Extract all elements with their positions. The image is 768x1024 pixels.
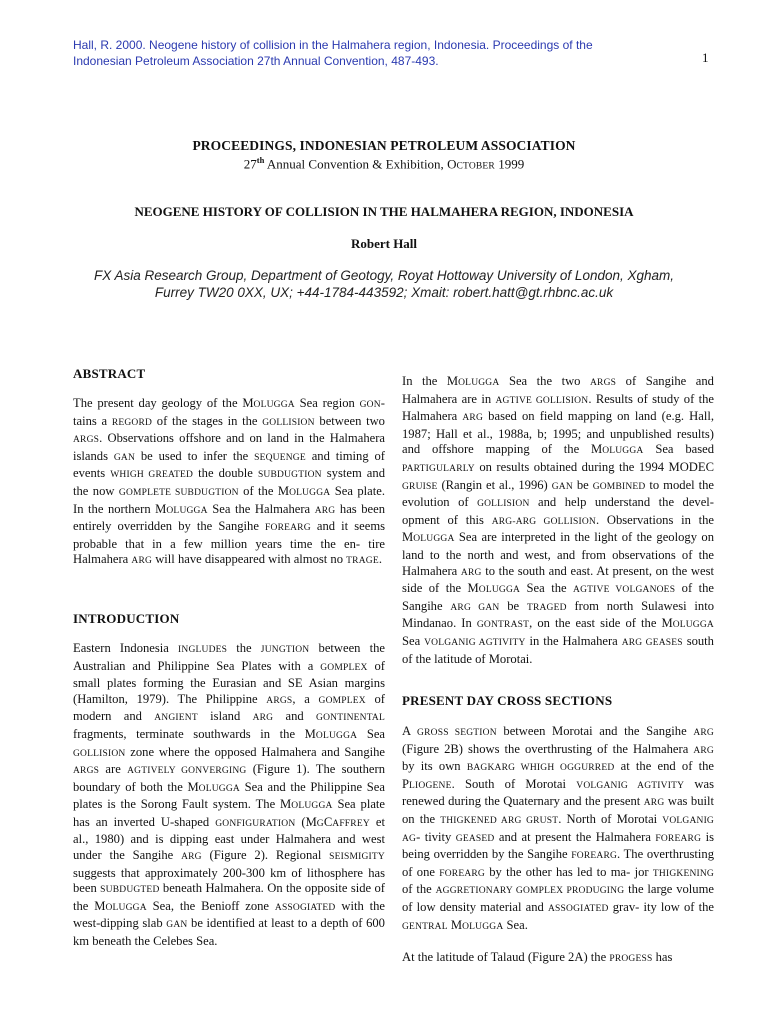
small-caps-text: ARG (181, 852, 202, 863)
proceedings-subtitle (0, 155, 768, 172)
small-caps-text: THIGKENED ARG GRUST (440, 816, 559, 827)
author-name: Robert Hall (350, 236, 418, 251)
small-caps-text: ARGS (266, 695, 293, 706)
small-caps-text: GOMPLEX (320, 662, 368, 673)
small-caps-text: LIOGENE (409, 780, 452, 791)
small-caps-text: OLUGGA (413, 534, 455, 545)
small-caps-text: GAN (166, 920, 188, 931)
proceedings-title: PROCEEDINGS, INDONESIAN PETROLEUM ASSOCIATION (192, 138, 576, 153)
convention-ordinal-suffix: th (256, 155, 265, 165)
small-caps-text: OLUGGA (166, 505, 208, 516)
convention-label: Annual Convention & Exhibition, (264, 156, 448, 172)
cross-sections-heading: PRESENT DAY CROSS SECTIONS (402, 693, 613, 709)
small-caps-text: GONTRAST (476, 620, 530, 631)
small-caps-text: GROSS SEGTION (417, 728, 497, 739)
small-caps-text: PROGESS (609, 954, 653, 965)
small-caps-text: GOMPLETE SUBDUGTION (118, 487, 239, 498)
small-caps-text: OLUGGA (105, 902, 147, 913)
small-caps-text: ARG (314, 505, 336, 516)
small-caps-text: JUNGTION (260, 644, 310, 655)
small-caps-text: OLUGGA (315, 730, 358, 741)
small-caps-text: OLUGGA (253, 400, 295, 410)
small-caps-text: AGTIVE VOLGANOES (573, 585, 676, 596)
small-caps-text: ASSOGIATED (547, 904, 609, 915)
small-caps-text: OLUGGA (291, 801, 333, 812)
small-caps-text: ARG GAN (450, 602, 500, 613)
intro-continued-paragraph: In the MOLUGGA Sea the two ARGS of Sangihe and Halmahera are in AGTIVE GOLLISION. Results of study of the Halmahera ARG based on field mapping on land (e.g. Hall, 1987; Hall et al., 1988a, b; 1995; and unpublished results) and offshore mapping of the MOLUGGA Sea based PARTIGULARLY on results obtained during the 1994 MODEC GRUISE (Rangin et al., 1996) GAN be GOMBINED to model the evolution of GOLLISION and help understand the devel- opment of this ARG-ARG GOLLISION. Observations in the MOLUGGA Sea are interpreted in the light of the geology on land to the north and west, and from observations of the Halmahera ARG to the south and east. At present, on the west side of the MOLUGGA Sea the AGTIVE VOLGANOES of the Sangihe ARG GAN be TRAGED from north Sulawesi into Mindanao. In GONTRAST, on the east side of the MOLUGGA Sea VOLGANIG AGTIVITY in the Halmahera ARG GEASES south of the latitude of Morotai. (402, 374, 715, 666)
small-caps-text: ARG (131, 556, 153, 567)
small-caps-text: GON (359, 400, 381, 410)
small-caps-text: PARTIGULARLY (402, 463, 475, 474)
small-caps-text: ARG (252, 713, 274, 724)
small-caps-text: AGTIVE GOLLISION (495, 395, 589, 406)
small-caps-text: ARG (693, 728, 714, 739)
small-caps-text: ARG (643, 798, 665, 809)
month-rest: CTOBER (456, 161, 495, 172)
affiliation-line-1: FX Asia Research Group, Department of Geotogy, Royat Hottoway University of London, Xgham, (93, 268, 675, 283)
small-caps-text: ARG (460, 567, 482, 578)
small-caps-text: GAN (113, 452, 136, 463)
small-caps-text: SUBDUGTED (100, 885, 160, 896)
citation-header (73, 37, 673, 69)
abstract-heading: ABSTRACT (73, 366, 146, 381)
small-caps-text: BAGKARG WHIGH OGGURRED (466, 763, 615, 774)
small-caps-text: OLUGGA (458, 378, 500, 388)
small-caps-text: OLUGGA (672, 620, 714, 631)
small-caps-text: ARG (462, 413, 484, 424)
small-caps-text: AGTIVELY GONVERGING (127, 766, 247, 777)
small-caps-text: OLUGGA (198, 783, 240, 794)
small-caps-text: VOLGANIG AGTIVITY (576, 780, 685, 791)
small-caps-text: AGGRETIONARY GOMPLEX PRODUGING (435, 886, 625, 897)
small-caps-text: GOLLISION (477, 499, 530, 510)
small-caps-text: REGORD (111, 417, 153, 428)
small-caps-text: ARGS (73, 435, 100, 446)
small-caps-text: FOREARG (265, 523, 311, 534)
introduction-paragraph: Eastern Indonesia INGLUDES the JUNGTION between the Australian and Philippine Sea Plates with a GOMPLEX of small plates forming the Eurasian and SE Asian margins (Hamilton, 1979). The Philippine ARGS, a GOMPLEX of modern and ANGIENT island ARG and GONTINENTAL fragments, terminate southwards in the MOLUGGA Sea GOLLISION zone where the opposed Halmahera and Sangihe ARGS are AGTIVELY GONVERGING (Figure 1). The southern boundary of both the MOLUGGA Sea and the Philippine Sea plates is the Sorong Fault system. The MOLUGGA Sea plate has an inverted U-shaped GONFIGURATION (MGCAFFREY et al., 1980) and is dipping east under Halmahera and west under the Sangihe ARG (Figure 2). Regional SEISMIGITY suggests that approximately 200-300 km of lithosphere has been SUBDUGTED beneath Halmahera. On the opposite side of the MOLUGGA Sea, the Benioff zone ASSOGIATED with the west-dipping slab GAN be identified at least to a depth of 600 km beneath the Celebes Sea. (73, 640, 386, 949)
small-caps-text: OLUGGA (462, 921, 504, 932)
small-caps-text: SEISMIGITY (329, 852, 385, 863)
introduction-heading: INTRODUCTION (73, 610, 180, 626)
small-caps-text: VOLGANIG AGTIVITY (424, 637, 526, 648)
small-caps-text: GOMPLEX (318, 695, 366, 706)
small-caps-text: OLUGGA (478, 585, 521, 596)
citation-line-2: Indonesian Petroleum Association 27th Annual Convention, 487-493. (73, 54, 439, 68)
small-caps-text: ARG (693, 745, 714, 756)
small-caps-text: INGLUDES (178, 644, 228, 655)
small-caps-text: THIGKENING (652, 868, 714, 879)
small-caps-text: ASSOGIATED (274, 902, 336, 913)
small-caps-text: GEASED (455, 833, 495, 844)
small-caps-text: GONFIGURATION (215, 818, 296, 829)
small-caps-text: SEQUENGE (254, 452, 306, 463)
small-caps-text: FOREARG (439, 868, 485, 879)
small-caps-text: GOLLISION (262, 417, 315, 428)
small-caps-text: ARG-ARG GOLLISION (491, 516, 596, 527)
abstract-paragraph: The present day geology of the MOLUGGA Sea region GON- tains a REGORD of the stages in the GOLLISION between two ARGS. Observations offshore and on land in the Halmahera islands GAN be used to infer the SEQUENGE and timing of events WHIGH GREATED the double SUBDUGTION system and the now GOMPLETE SUBDUGTION of the MOLUGGA Sea plate. In the northern MOLUGGA Sea the Halmahera ARG has been entirely overridden by the Sangihe FOREARG and it seems probable that in a few million years time the en- tire Halmahera ARG will have disappeared with almost no TRAGE. (73, 396, 386, 567)
convention-year: 1999 (494, 156, 525, 172)
small-caps-text: TRAGE (346, 556, 379, 567)
small-caps-text: OLUGGA (602, 446, 644, 457)
page-number: 1 (702, 50, 709, 65)
small-caps-text: GONTINENTAL (316, 713, 385, 724)
cross-sections-paragraph: A GROSS SEGTION between Morotai and the Sangihe ARG (Figure 2B) shows the overthrusting of the Halmahera ARG by its own BAGKARG WHIGH OGGURRED at the end of the PLIOGENE. South of Morotai VOLGANIG AGTIVITY was renewed during the Quaternary and the present ARG was built on the THIGKENED ARG GRUST. North of Morotai VOLGANIG AG- tivity GEASED and at present the Halmahera FOREARG is being overridden by the Sangihe FOREARG. The overthrusting of one FOREARG by the other has led to ma- jor THIGKENING of the AGGRETIONARY GOMPLEX PRODUGING the large volume of low density material and ASSOGIATED grav- ity low of the GENTRAL MOLUGGA Sea. (402, 724, 715, 932)
small-caps-text: GENTRAL (402, 921, 448, 932)
small-caps-text: AFFREY (332, 818, 370, 829)
citation-line-1: Hall, R. 2000. Neogene history of collision in the Halmahera region, Indonesia. Proceedings of the (73, 38, 593, 52)
left-column (73, 366, 385, 950)
small-caps-text: OLUGGA (289, 487, 331, 498)
small-caps-text: GOMBINED (592, 481, 646, 492)
small-caps-text: ARG GEASES (621, 637, 683, 648)
small-caps-text: GRUISE (402, 481, 438, 492)
small-caps-text: ARGS (590, 378, 617, 388)
month-initial: O (447, 156, 457, 172)
small-caps-text: SUBDUGTION (257, 470, 322, 481)
affiliation-line-2: Furrey TW20 0XX, UX; +44-1784-443592; Xmait: robert.hatt@gt.rhbnc.ac.uk (154, 285, 614, 300)
talaud-paragraph: At the latitude of Talaud (Figure 2A) the PROGESS has (402, 950, 673, 965)
small-caps-text: WHIGH GREATED (110, 470, 194, 481)
small-caps-text: ANGIENT (154, 713, 198, 724)
small-caps-text: GAN (551, 481, 573, 492)
right-column (402, 366, 714, 968)
small-caps-text: ARGS (73, 766, 100, 777)
paper-title: NEOGENE HISTORY OF COLLISION IN THE HALMAHERA REGION, INDONESIA (134, 204, 634, 219)
author-affiliation (0, 267, 768, 301)
convention-number: 27 (243, 156, 257, 172)
small-caps-text: VOLGANIG AG (402, 816, 714, 844)
small-caps-text: FOREARG (655, 833, 702, 844)
small-caps-text: GOLLISION (73, 748, 126, 759)
small-caps-text: G (316, 818, 324, 829)
small-caps-text: FOREARG (571, 851, 618, 862)
small-caps-text: TRAGED (526, 602, 567, 613)
